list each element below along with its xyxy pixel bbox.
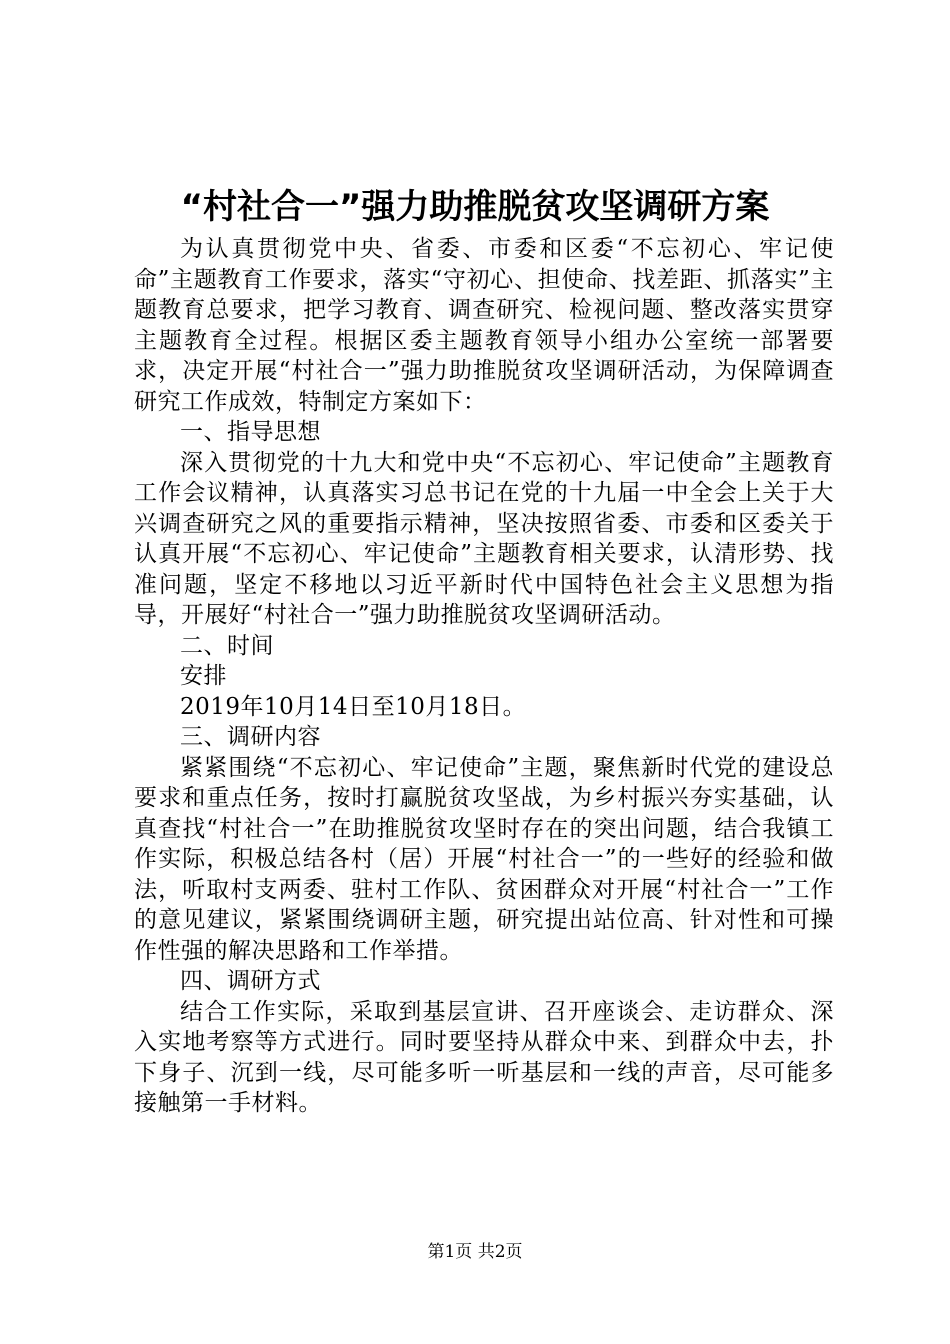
research-content-paragraph: 紧紧围绕“不忘初心、牢记使命”主题，聚焦新时代党的建设总要求和重点任务，按时打赢脱贫攻坚战，为乡村振兴夯实基础，认真查找“村社合一”在助推脱贫攻坚时存在的突出问题，结合我镇工作实际，积极总结各村（居）开展“村社合一”的一些好的经验和做法，听取村支两委、驻村工作队、贫困群众对开展“村社合一”工作的意见建议，紧紧围绕调研主题，研究提出站位高、针对性和可操作性强的解决思路和工作举措。: [134, 754, 834, 964]
page-number-footer: 第1页 共2页: [427, 1242, 523, 1262]
document-body: [134, 234, 834, 1119]
time-arrangement-label: 安排: [180, 663, 227, 689]
section-heading-time: 二、时间: [180, 632, 274, 659]
time-range-paragraph: 2019年10月14日至10月18日。: [180, 693, 527, 720]
section-heading-research-content: 三、调研内容: [180, 724, 321, 750]
intro-paragraph: 为认真贯彻党中央、省委、市委和区委“不忘初心、牢记使命”主题教育工作要求，落实“守初心、担使命、找差距、抓落实”主题教育总要求，把学习教育、调查研究、检视问题、整改落实贯穿主题教育全过程。根据区委主题教育领导小组办公室统一部署要求，决定开展“村社合一”强力助推脱贫攻坚调研活动，为保障调查研究工作成效，特制定方案如下：: [134, 236, 834, 415]
section-heading-guiding-ideology: 一、指导思想: [180, 419, 321, 445]
page-title: “村社合一”强力助推脱贫攻坚调研方案: [180, 187, 770, 227]
section-heading-research-method: 四、调研方式: [180, 968, 321, 994]
guiding-ideology-paragraph: 深入贯彻党的十九大和党中央“不忘初心、牢记使命”主题教育工作会议精神，认真落实习总书记在党的十九届一中全会上关于大兴调查研究之风的重要指示精神，坚决按照省委、市委和区委关于认真开展“不忘初心、牢记使命”主题教育相关要求，认清形势、找准问题，坚定不移地以习近平新时代中国特色社会主义思想为指导，开展好“村社合一”强力助推脱贫攻坚调研活动。: [134, 449, 834, 628]
research-method-paragraph: 结合工作实际，采取到基层宣讲、召开座谈会、走访群众、深入实地考察等方式进行。同时要坚持从群众中来、到群众中去，扑下身子、沉到一线，尽可能多听一听基层和一线的声音，尽可能多接触第一手材料。: [134, 998, 834, 1116]
